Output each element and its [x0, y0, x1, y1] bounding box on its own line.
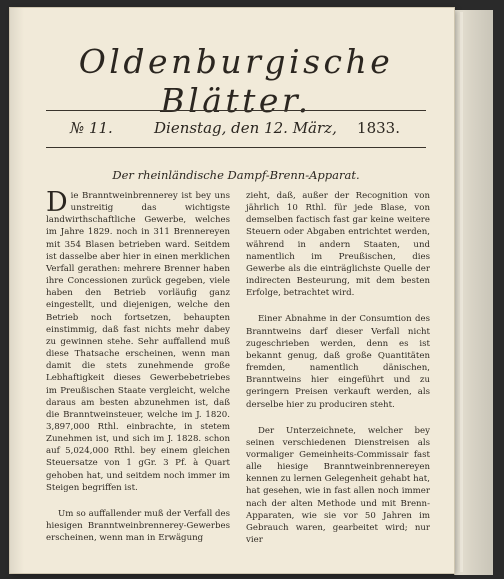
right-paragraph-1: zieht, daß, außer der Recognition von jährlich 10 Rthl. für jede Blase, von demselben factisch fast gar keine weitere Steuern oder Abgaben entrichtet werden, während in andern Staaten, und namentlich im Preußischen, dies Gewerbe als die einträglichste Quelle der indirecten Besteurung, mit dem besten Erfolge, betrachtet wird.	[246, 191, 430, 299]
journal-title: Oldenburgische Blätter.	[78, 42, 394, 120]
left-column	[46, 187, 230, 544]
page-edge-highlight	[460, 12, 463, 572]
document-page	[10, 8, 454, 573]
article-title: Der rheinländische Dampf-Brenn-Apparat.	[112, 168, 360, 182]
header-rule-top	[46, 110, 426, 111]
right-paragraph-3: Der Unterzeichnete, welcher bey seinen verschiedenen Dienstreisen als vormaliger Gemeinheits-Commissair fast alle hiesige Branntweinbrennereyen kennen zu lernen Gelegenheit gehabt hat, hat gesehen, wie in fast allen noch immer nach der alten Methode und mit Brenn-Apparaten, wie sie vor 50 Jahren im Gebrauch waren, gearbeitet wird; nur vier	[246, 425, 430, 546]
page-binding-shadow	[10, 8, 24, 573]
left-paragraph-2: Um so auffallender muß der Verfall des hiesigen Branntweinbrennerey-Gewerbes erscheinen, wenn man in Erwägung	[46, 508, 230, 544]
issue-number: № 11.	[70, 119, 113, 137]
right-column	[246, 190, 430, 546]
drop-cap: D	[46, 187, 68, 218]
issue-year: 1833.	[357, 119, 400, 137]
issue-line	[70, 119, 400, 141]
left-paragraph-1	[46, 187, 230, 494]
right-paragraph-2: Einer Abnahme in der Consumtion des Branntweins darf dieser Verfall nicht zugeschrieben werden, denn es ist bekannt genug, daß große Quantitäten fremden, namentlich dänischen, Branntweins hier eingeführt und zu geringern Preisen verkauft werden, als derselbe hier zu produciren steht.	[246, 314, 430, 410]
issue-date: Dienstag, den 12. März,	[154, 119, 337, 137]
left-paragraph-1-text: ie Branntweinbrennerey ist bey uns unstreitig das wichtigste landwirthschaftliche Gewerbe, welches im Jahre 1829. noch in 311 Brennereyen mit 354 Blasen betrieben ward. Seitdem ist dasselbe aber hier in einen merklichen Verfall gerathen: mehrere Brenner haben ihre Concessionen zurück gegeben, viele haben den Betrieb vorläufig ganz eingestellt, und diejenigen, welche den Betrieb noch fortsetzen, behaupten einstimmig, daß fast nichts mehr dabey zu gewinnen stehe. Sehr auffallend muß diese Thatsache erscheinen, wenn man damit die stets zunehmende große Lebhaftigkeit dieses Gewerbebetriebes im Preußischen Staate vergleicht, welche daraus am besten abzunehmen ist, daß die Branntweinsteuer, welche im J. 1820. 3,897,000 Rthl. einbrachte, in stetem Zunehmen ist, und sich im J. 1828. schon auf 5,024,000 Rthl. bey einem gleichen Steuersatze von 1 gGr. 3 Pf. à Quart gehoben hat, und seitdem noch immer im Steigen begriffen ist.	[46, 191, 230, 493]
header-rule-bottom	[46, 147, 426, 148]
